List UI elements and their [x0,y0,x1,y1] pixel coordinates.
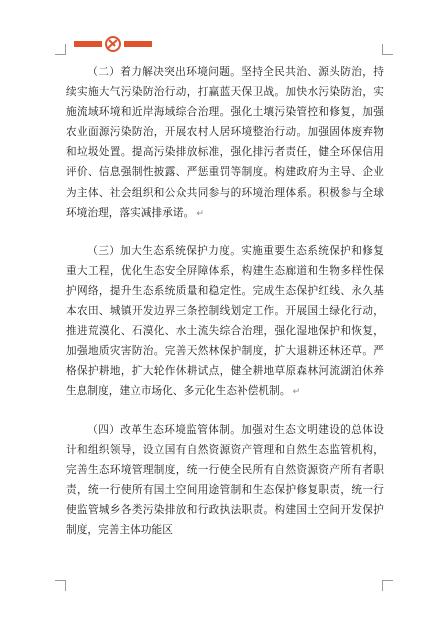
paragraph-environment-issues [66,62,384,224]
crop-mark-top-left [55,44,66,55]
paragraph-mark-icon: ↵ [292,387,301,398]
paragraph-ecosystem-protection [66,241,384,403]
crop-mark-bottom-left [55,580,66,591]
paragraph-mark-icon: ↵ [196,208,204,219]
paragraph-text: （三）加大生态系统保护力度。实施重要生态系统保护和修复重大工程，优化生态安全屏障体系，构建生态廊道和生物多样性保护网络，提升生态系统质量和稳定性。完成生态保护红线、永久基本农田、城镇开发边界三条控制线划定工作。开展国土绿化行动，推进荒漠化、石漠化、水土流失综合治理，强化湿地保护和恢复，加强地质灾害防治。完善天然林保护制度，扩大退耕还林还草。严格保护耕地，扩大轮作休耕试点，健全耕地草原森林河流湖泊休养生息制度，建立市场化、多元化生态补偿机制。 [66,244,384,398]
crop-mark-bottom-right [382,580,393,591]
paragraph-regulatory-reform [66,420,384,541]
paragraph-text: （四）改革生态环境监管体制。加强对生态文明建设的总体设计和组织领导，设立国有自然资源资产管理和自然生态监管机构，完善生态环境管理制度，统一行使全民所有自然资源资产所有者职责，统一行使所有国土空间用途管制和生态保护修复职责，统一行使监管城乡各类污染排放和行政执法职责。构建国土空间开发保护制度，完善主体功能区 [66,423,384,536]
paragraph-text: （二）着力解决突出环境问题。坚持全民共治、源头防治，持续实施大气污染防治行动，打赢蓝天保卫战。加快水污染防治，实施流域环境和近岸海域综合治理。强化土壤污染管控和修复，加强农业面源污染防治，开展农村人居环境整治行动。加强固体废弃物和垃圾处置。提高污染排放标准，强化排污者责任，健全环保信用评价、信息强制性披露、严惩重罚等制度。构建政府为主导、企业为主体、社会组织和公众共同参与的环境治理体系。积极参与全球环境治理，落实减排承诺。 [66,66,384,219]
crop-mark-top-right [382,44,393,55]
document-body [66,62,384,557]
party-emblem-icon [74,36,152,52]
